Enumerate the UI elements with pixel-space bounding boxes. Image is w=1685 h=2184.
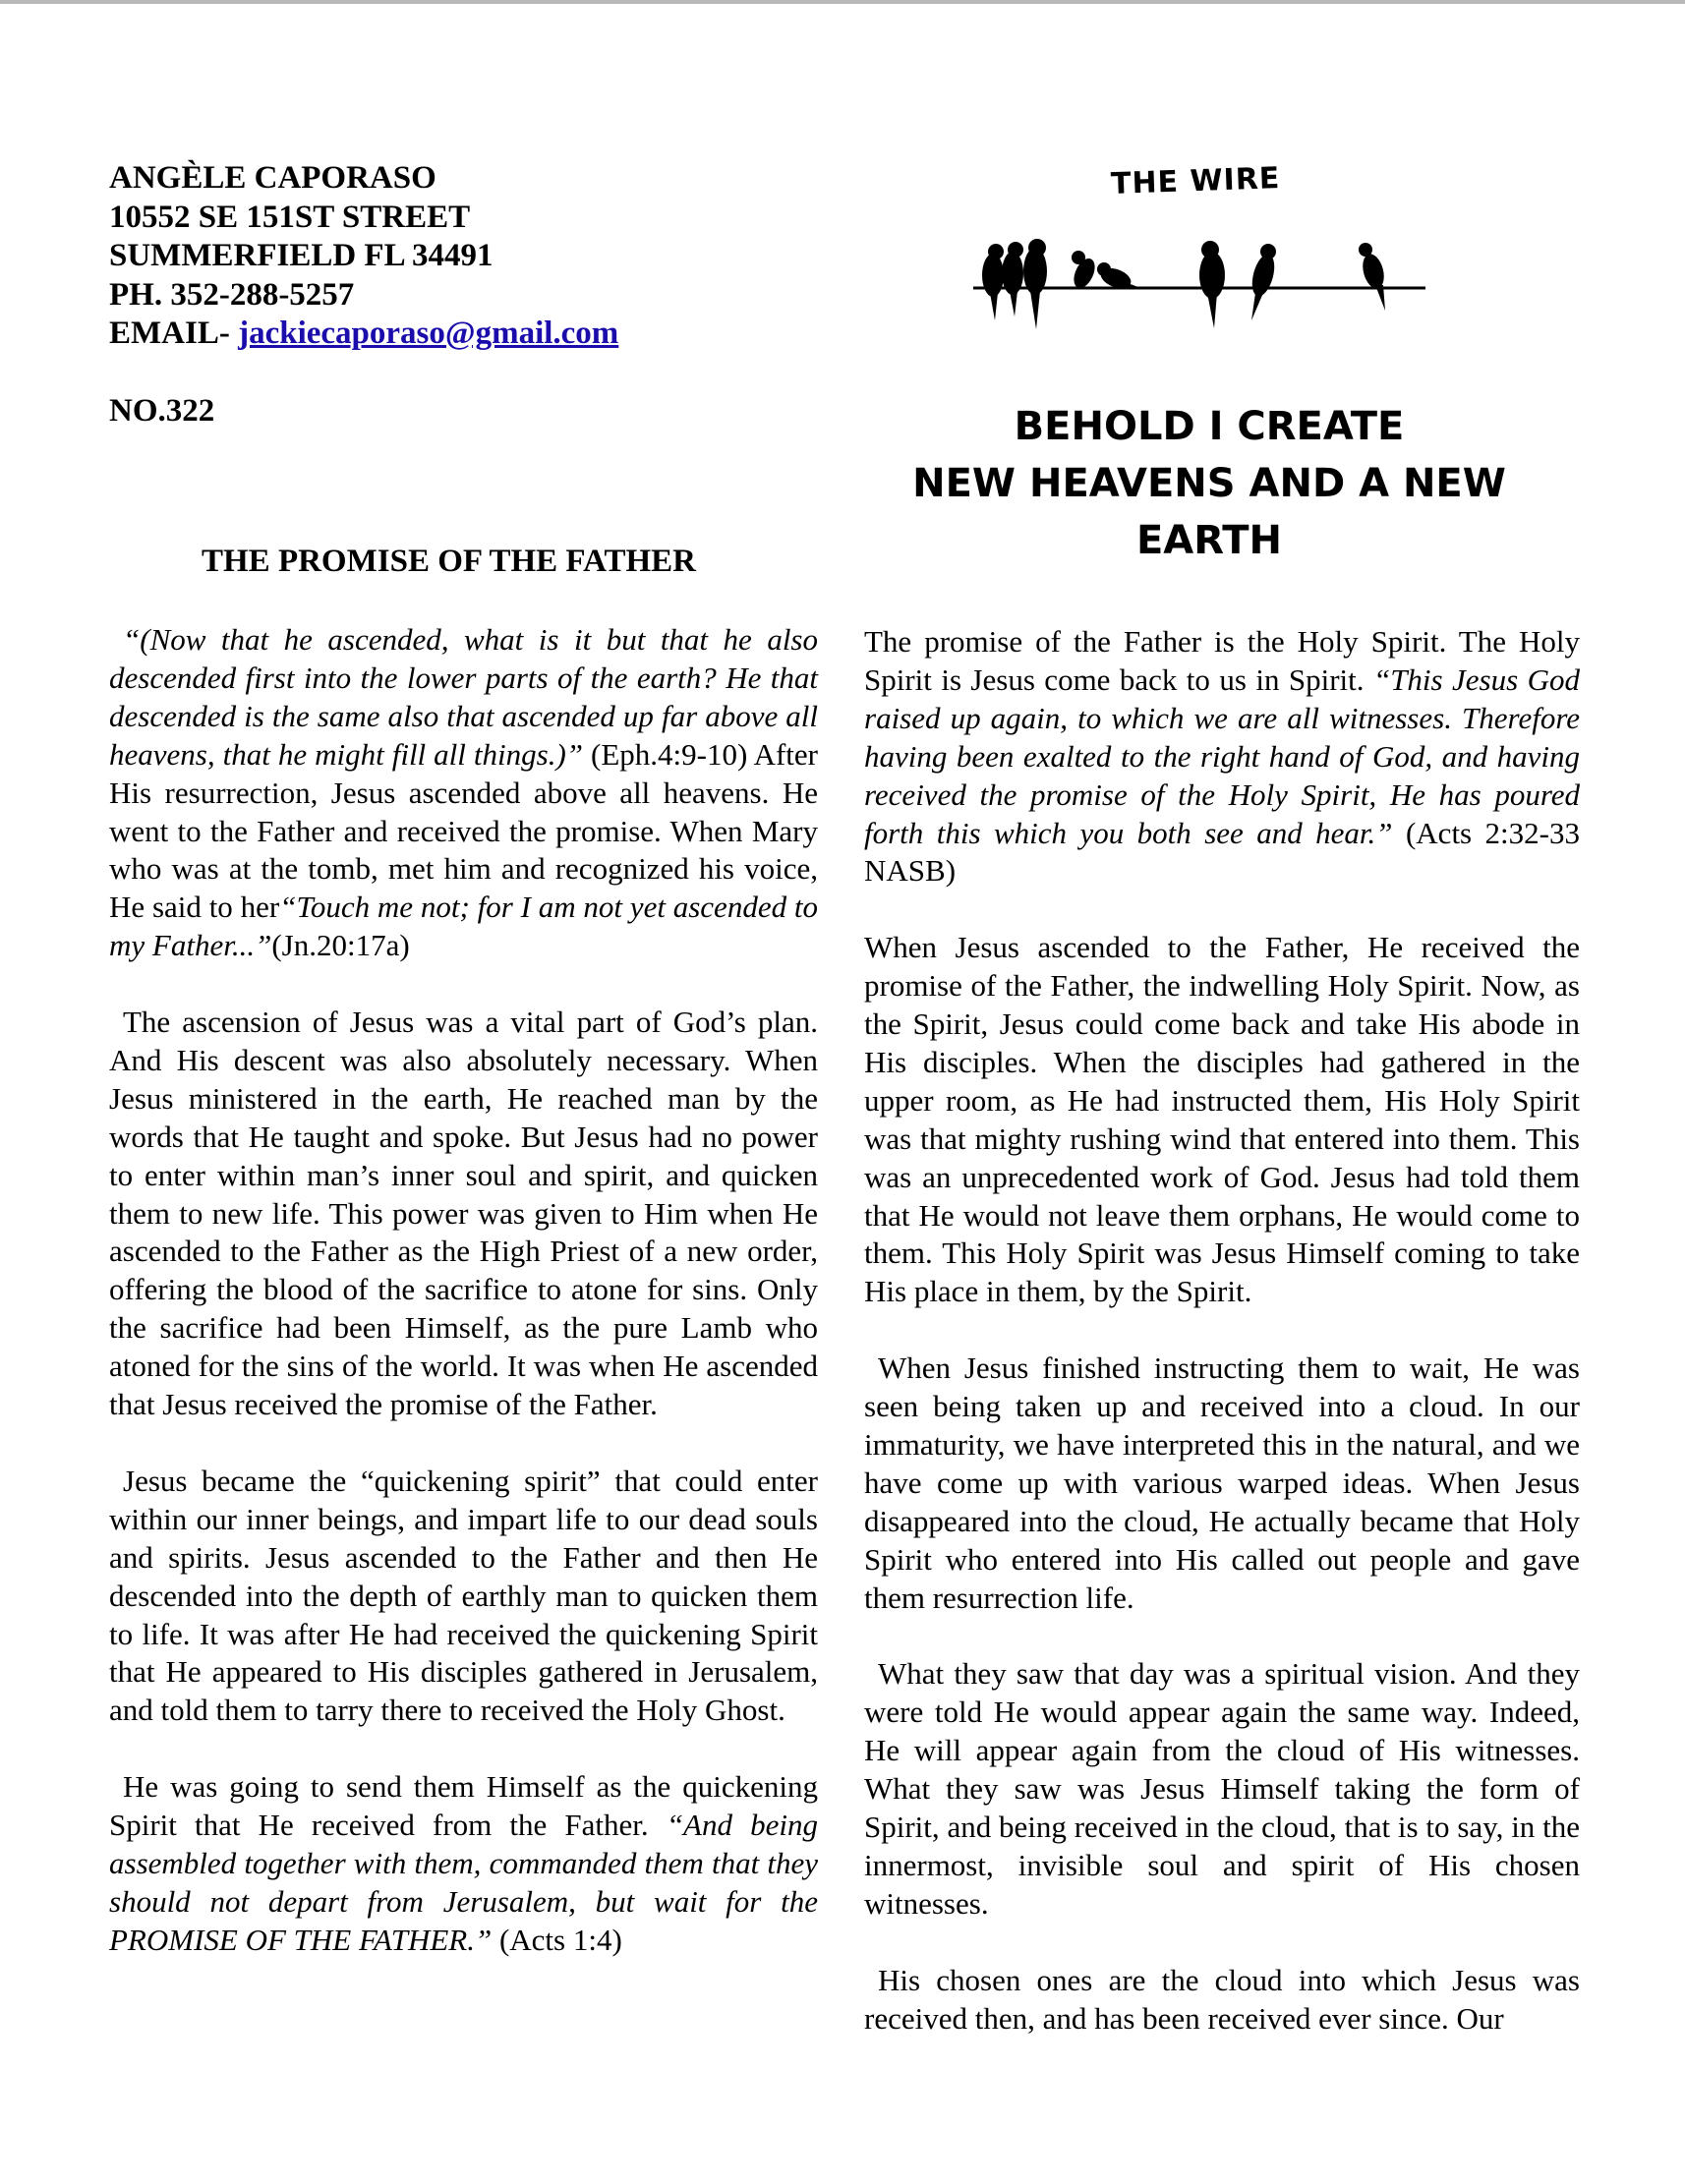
scripture-reference: (Acts 1:4) [492, 1922, 622, 1957]
paragraph: When Jesus finished instructing them to wait, He was seen being taken up and received into a cloud. In our immaturity, we have interpreted this in the natural, and we have come up with various warped ideas. When Jesus disappeared into the cloud, He actually became that Holy Spirit who entered into His called out people and gave them resurrection life. [864, 1351, 1580, 1615]
top-border [0, 0, 1685, 4]
newsletter-title: THE WIRE [1110, 161, 1281, 201]
right-column [864, 623, 1580, 2076]
sender-name: ANGÈLE CAPORASO [109, 160, 436, 196]
scripture-reference: (Acts 2:32-33 NASB) [864, 815, 1580, 889]
paragraph: Jesus became the “quickening spirit” that could enter within our inner beings, and impart life to our dead souls and spirits. Jesus ascended to the Father and then He descended into the depth of earthly man to quicken them to life. It was after He had received the quickening Spirit that He appeared to His disciples gathered in Jerusalem, and told them to tarry there to received the Holy Ghost. [109, 1463, 818, 1728]
paragraph: His chosen ones are the cloud into which Jesus was received then, and has been received ever since. Our [864, 1962, 1580, 2036]
paragraph: The ascension of Jesus was a vital part of God’s plan. And His descent was also absolutely necessary. When Jesus ministered in the earth, He reached man by the words that He taught and spoke. But Jesus had no power to enter within man’s inner soul and spirit, and quicken them to new life. This power was given to Him when He ascended to the Father as the High Priest of a new order, offering the blood of the sacrifice to atone for sins. Only the sacrifice had been Himself, as the pure Lamb who atoned for the sins of the world. It was when He ascended that Jesus received the promise of the Father. [109, 1005, 818, 1422]
scripture-quote: “(Now that he ascended, what is it but that he also descended first into the lower parts of the earth? He that descended is the same also that ascended up far above all heavens, that he might fill all things.)” [109, 622, 818, 772]
paragraph-text: (Eph.4:9-10) After His resurrection, Jesus ascended above all heavens. He went to the Father and received the promise. When Mary who was at the tomb, met him and recognized his voice, He said to her [109, 736, 818, 925]
paragraph [109, 621, 818, 965]
paragraph-text: The promise of the Father is the Holy Spirit. The Holy Spirit is Jesus come back to us in Spirit. [864, 624, 1580, 697]
paragraph-text: He was going to send them Himself as the quickening Spirit that He received from the Father. [109, 1769, 818, 1843]
email-label: EMAIL- [109, 316, 239, 351]
email-line [109, 315, 797, 354]
article-title: THE PROMISE OF THE FATHER [202, 544, 697, 579]
sender-address [109, 159, 797, 354]
scripture-reference: (Jn.20:17a) [271, 928, 410, 963]
paragraph [864, 623, 1580, 891]
email-link[interactable]: jackiecaporaso@gmail.com [238, 316, 619, 351]
paragraph: When Jesus ascended to the Father, He received the promise of the Father, the indwelling Holy Spirit. Now, as the Spirit, Jesus could come back and take His abode in His disciples. When the disciples had gathered in the upper room, as He had instructed them, His Holy Spirit was that mighty rushing wind that entered into them. This was an unprecedented work of God. Jesus had told them that He would not leave them orphans, He would come to them. This Holy Spirit was Jesus Himself coming to take His place in them, by the Spirit. [864, 930, 1580, 1309]
scripture-quote: “Touch me not; for I am not yet ascended to my Father...” [109, 890, 818, 963]
birds-on-wire-icon [968, 234, 1430, 332]
phone-number: PH. 352-288-5257 [109, 276, 355, 313]
headline-line-2: NEW HEAVENS AND A NEW EARTH [912, 461, 1506, 563]
city-state-zip: SUMMERFIELD FL 34491 [109, 238, 494, 273]
street-address: 10552 SE 151ST STREET [109, 199, 471, 235]
headline [845, 398, 1573, 569]
headline-line-1: BEHOLD I CREATE [1014, 404, 1405, 449]
paragraph [109, 1768, 818, 1960]
scripture-quote: “And being assembled together with them, commanded them that they should not depart from Jerusalem, but wait for the PROMISE OF THE FATHER.” [109, 1808, 818, 1957]
left-column [109, 621, 818, 1998]
scripture-quote: “This Jesus God raised up again, to which we are all witnesses. Therefore having been exalted to the right hand of God, and having received the promise of the Holy Spirit, He has poured forth this which you both see and hear.” [864, 661, 1580, 850]
paragraph: What they saw that day was a spiritual vision. And they were told He would appear again the same way. Indeed, He will appear again from the cloud of His witnesses. What they saw was Jesus Himself taking the form of Spirit, and being received in the cloud, that is to say, in the innermost, invisible soul and spirit of His chosen witnesses. [864, 1656, 1580, 1921]
issue-number: NO.322 [109, 393, 215, 429]
